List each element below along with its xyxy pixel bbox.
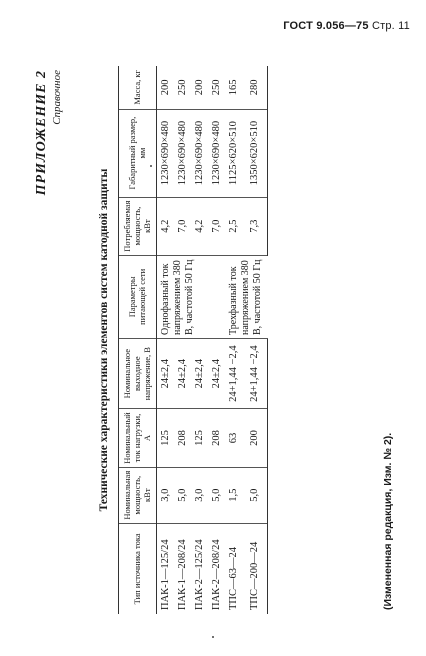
- cell-power: 3,0: [191, 467, 208, 523]
- column-header: Номинальное выходное напряжение, В: [119, 338, 157, 408]
- cell-mass: 200: [157, 66, 175, 109]
- table-row: [174, 66, 191, 614]
- cell-type: ПАК-1—208/24: [177, 539, 189, 610]
- cell-current: 208: [174, 409, 191, 467]
- cell-voltage: 24±2,4: [174, 338, 191, 408]
- table-row: [246, 66, 267, 614]
- appendix-title: ПРИЛОЖЕНИЕ 2: [34, 70, 49, 196]
- cell-size: 1350×620×510: [246, 109, 267, 197]
- table-header-row: [119, 66, 157, 614]
- cell-consumption: 7,0: [174, 197, 191, 255]
- cell-power: 5,0: [208, 467, 225, 523]
- cell-consumption: 7,0: [208, 197, 225, 255]
- table-title: Технические характеристики элементов систем катодной защиты: [98, 168, 110, 512]
- cell-current: 200: [246, 409, 267, 467]
- table-row: [191, 66, 208, 614]
- spec-table: [118, 66, 268, 614]
- column-header: Габаритный размер, мм: [119, 109, 157, 197]
- cell-voltage: 24±2,4: [208, 338, 225, 408]
- amendment-note: (Измененная редакция, Изм. № 2).: [382, 432, 394, 610]
- cell-current: 63: [225, 409, 246, 467]
- table-row: [157, 66, 175, 614]
- cell-power: 5,0: [174, 467, 191, 523]
- cell-type: ТПС—200—24: [246, 523, 267, 614]
- scan-speck: [212, 636, 214, 638]
- cell-voltage: 24±2,4: [157, 338, 175, 408]
- cell-size: 1230×690×480: [191, 109, 208, 197]
- column-header: Параметры питающей сети: [119, 255, 157, 338]
- cell-size: 1230×690×480: [157, 109, 175, 197]
- cell-size: 1125×620×510: [225, 109, 246, 197]
- page-number: Стр. 11: [371, 20, 410, 32]
- cell-type: ПАК-1—125/24: [160, 539, 172, 610]
- cell-type: ПАК-2—208/24: [211, 539, 223, 610]
- column-header: Номинальный ток нагрузки, А: [119, 409, 157, 467]
- appendix-block: [34, 70, 63, 195]
- cell-consumption: 2,5: [225, 197, 246, 255]
- cell-network: Однофазный ток напряжением 380 В, частотой 50 Гц: [157, 255, 226, 338]
- cell-voltage: 24+1,44 −2,4: [225, 338, 246, 408]
- column-header: Номинальная мощность, кВт: [119, 467, 157, 523]
- table-row: [208, 66, 225, 614]
- cell-power: 1,5: [225, 467, 246, 523]
- table-row: [225, 66, 246, 614]
- cell-consumption: 4,2: [157, 197, 175, 255]
- cell-size: 1230×690×480: [208, 109, 225, 197]
- cell-consumption: 7,3: [246, 197, 267, 255]
- cell-power: 5,0: [246, 467, 267, 523]
- cell-mass: 165: [225, 66, 246, 109]
- cell-size: 1230×690×480: [174, 109, 191, 197]
- cell-type: ТПС—63—24: [228, 547, 240, 610]
- standard-number: ГОСТ 9.056—75: [283, 20, 369, 32]
- cell-mass: 280: [246, 66, 267, 109]
- cell-voltage: 24+1,44 −2,4: [246, 338, 267, 408]
- cell-type: ПАК-2—125/24: [194, 539, 206, 610]
- page-header: [283, 20, 410, 32]
- column-header: Тип источника тока: [119, 523, 157, 614]
- cell-current: 208: [208, 409, 225, 467]
- cell-current: 125: [157, 409, 175, 467]
- rotated-page-content: [30, 60, 410, 620]
- cell-network: Трехфазный ток напряжением 380 В, частотой 50 Гц: [225, 255, 267, 338]
- column-header: Масса, кг: [119, 66, 157, 109]
- cell-mass: 200: [191, 66, 208, 109]
- column-header: Потребляемая мощность, кВт: [119, 197, 157, 255]
- cell-power: 3,0: [157, 467, 175, 523]
- cell-consumption: 4,2: [191, 197, 208, 255]
- cell-mass: 250: [208, 66, 225, 109]
- cell-current: 125: [191, 409, 208, 467]
- cell-voltage: 24±2,4: [191, 338, 208, 408]
- appendix-subtitle: Справочное: [51, 70, 63, 125]
- cell-mass: 250: [174, 66, 191, 109]
